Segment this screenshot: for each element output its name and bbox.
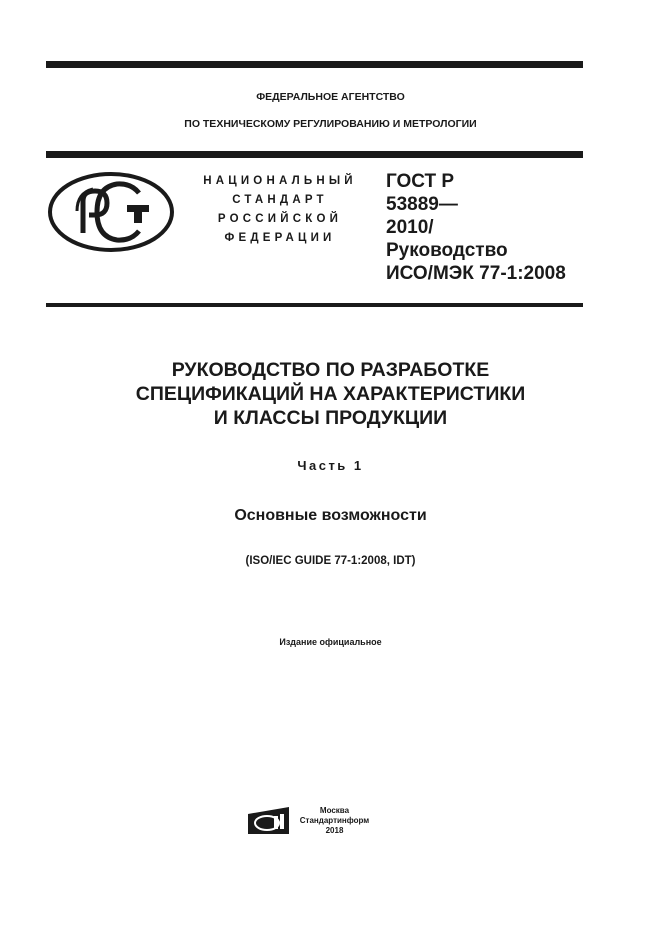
title-line: И КЛАССЫ ПРОДУКЦИИ <box>213 407 448 429</box>
publisher-info <box>292 806 377 836</box>
block-rule <box>46 303 583 307</box>
agency-line-1: ФЕДЕРАЛЬНОЕ АГЕНТСТВО <box>256 91 405 103</box>
title-line: РУКОВОДСТВО ПО РАЗРАБОТКЕ <box>171 359 490 381</box>
publisher-city: Москва <box>319 806 350 815</box>
edition-label: Издание официальное <box>279 637 382 647</box>
designation-line: ИСО/МЭК 77-1:2008 <box>386 263 566 284</box>
national-line: НАЦИОНАЛЬНЫЙ <box>203 175 357 187</box>
iso-reference: (ISO/IEC GUIDE 77-1:2008, IDT) <box>245 555 416 567</box>
designation-line: 53889— <box>386 194 458 215</box>
designation-line: 2010/ <box>386 217 434 238</box>
standard-designation <box>386 170 566 285</box>
designation-line: ГОСТ Р <box>386 171 455 192</box>
national-standard-label <box>185 172 375 248</box>
top-rule <box>46 61 583 68</box>
document-title <box>0 358 661 430</box>
standartinform-logo-icon <box>247 806 291 836</box>
agency-line-2: ПО ТЕХНИЧЕСКОМУ РЕГУЛИРОВАНИЮ И МЕТРОЛОГИИ <box>184 118 477 130</box>
publisher-year: 2018 <box>325 826 344 835</box>
national-line: СТАНДАРТ <box>232 194 328 206</box>
part-label: Часть 1 <box>297 458 364 473</box>
national-line: ФЕДЕРАЦИИ <box>224 232 336 244</box>
publisher-name: Стандартинформ <box>299 816 370 825</box>
rst-gost-logo-icon <box>47 171 175 253</box>
title-line: СПЕЦИФИКАЦИЙ НА ХАРАКТЕРИСТИКИ <box>135 383 526 405</box>
subtitle: Основные возможности <box>234 507 427 524</box>
designation-line: Руководство <box>386 240 508 261</box>
header-rule <box>46 151 583 158</box>
national-line: РОССИЙСКОЙ <box>217 213 343 225</box>
